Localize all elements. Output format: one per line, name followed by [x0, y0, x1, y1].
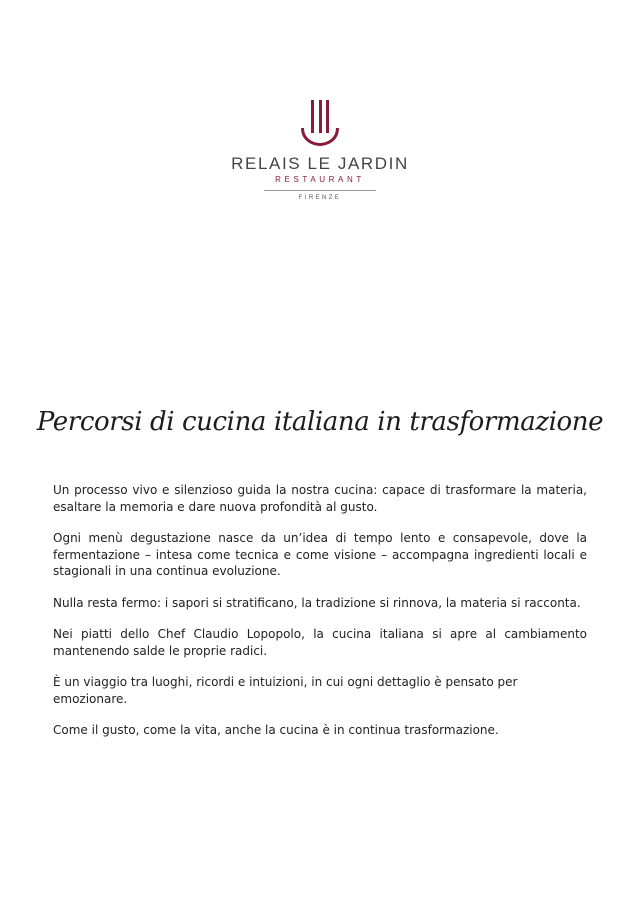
paragraph: Nei piatti dello Chef Claudio Lopopolo, la cucina italiana si apre al cambiamento mantenendo salde le proprie radici. [53, 627, 587, 658]
paragraph: È un viaggio tra luoghi, ricordi e intuizioni, in cui ogni dettaglio è pensato per emozionare. [53, 675, 518, 706]
brand-city: FIRENZE [298, 195, 342, 201]
paragraph: Un processo vivo e silenzioso guida la nostra cucina: capace di trasformare la materia, esaltare la memoria e dare nuova profondità al gusto. [53, 483, 587, 514]
paragraph: Ogni menù degustazione nasce da un’idea di tempo lento e consapevole, dove la fermentazione – intesa come tecnica e come visione – accompagna ingredienti locali e stagionali in una continua evoluzione. [53, 531, 587, 578]
restaurant-logo [0, 98, 640, 202]
brand-name: RELAIS LE JARDIN [231, 154, 409, 173]
intro-text [53, 482, 587, 754]
brand-divider [264, 190, 376, 191]
brand-subtitle: RESTAURANT [275, 175, 365, 184]
paragraph: Come il gusto, come la vita, anche la cucina è in continua trasformazione. [53, 723, 499, 737]
jj-monogram-icon [298, 98, 342, 148]
paragraph: Nulla resta fermo: i sapori si stratificano, la tradizione si rinnova, la materia si racconta. [53, 595, 581, 610]
page-headline: Percorsi di cucina italiana in trasformazione [36, 407, 604, 437]
